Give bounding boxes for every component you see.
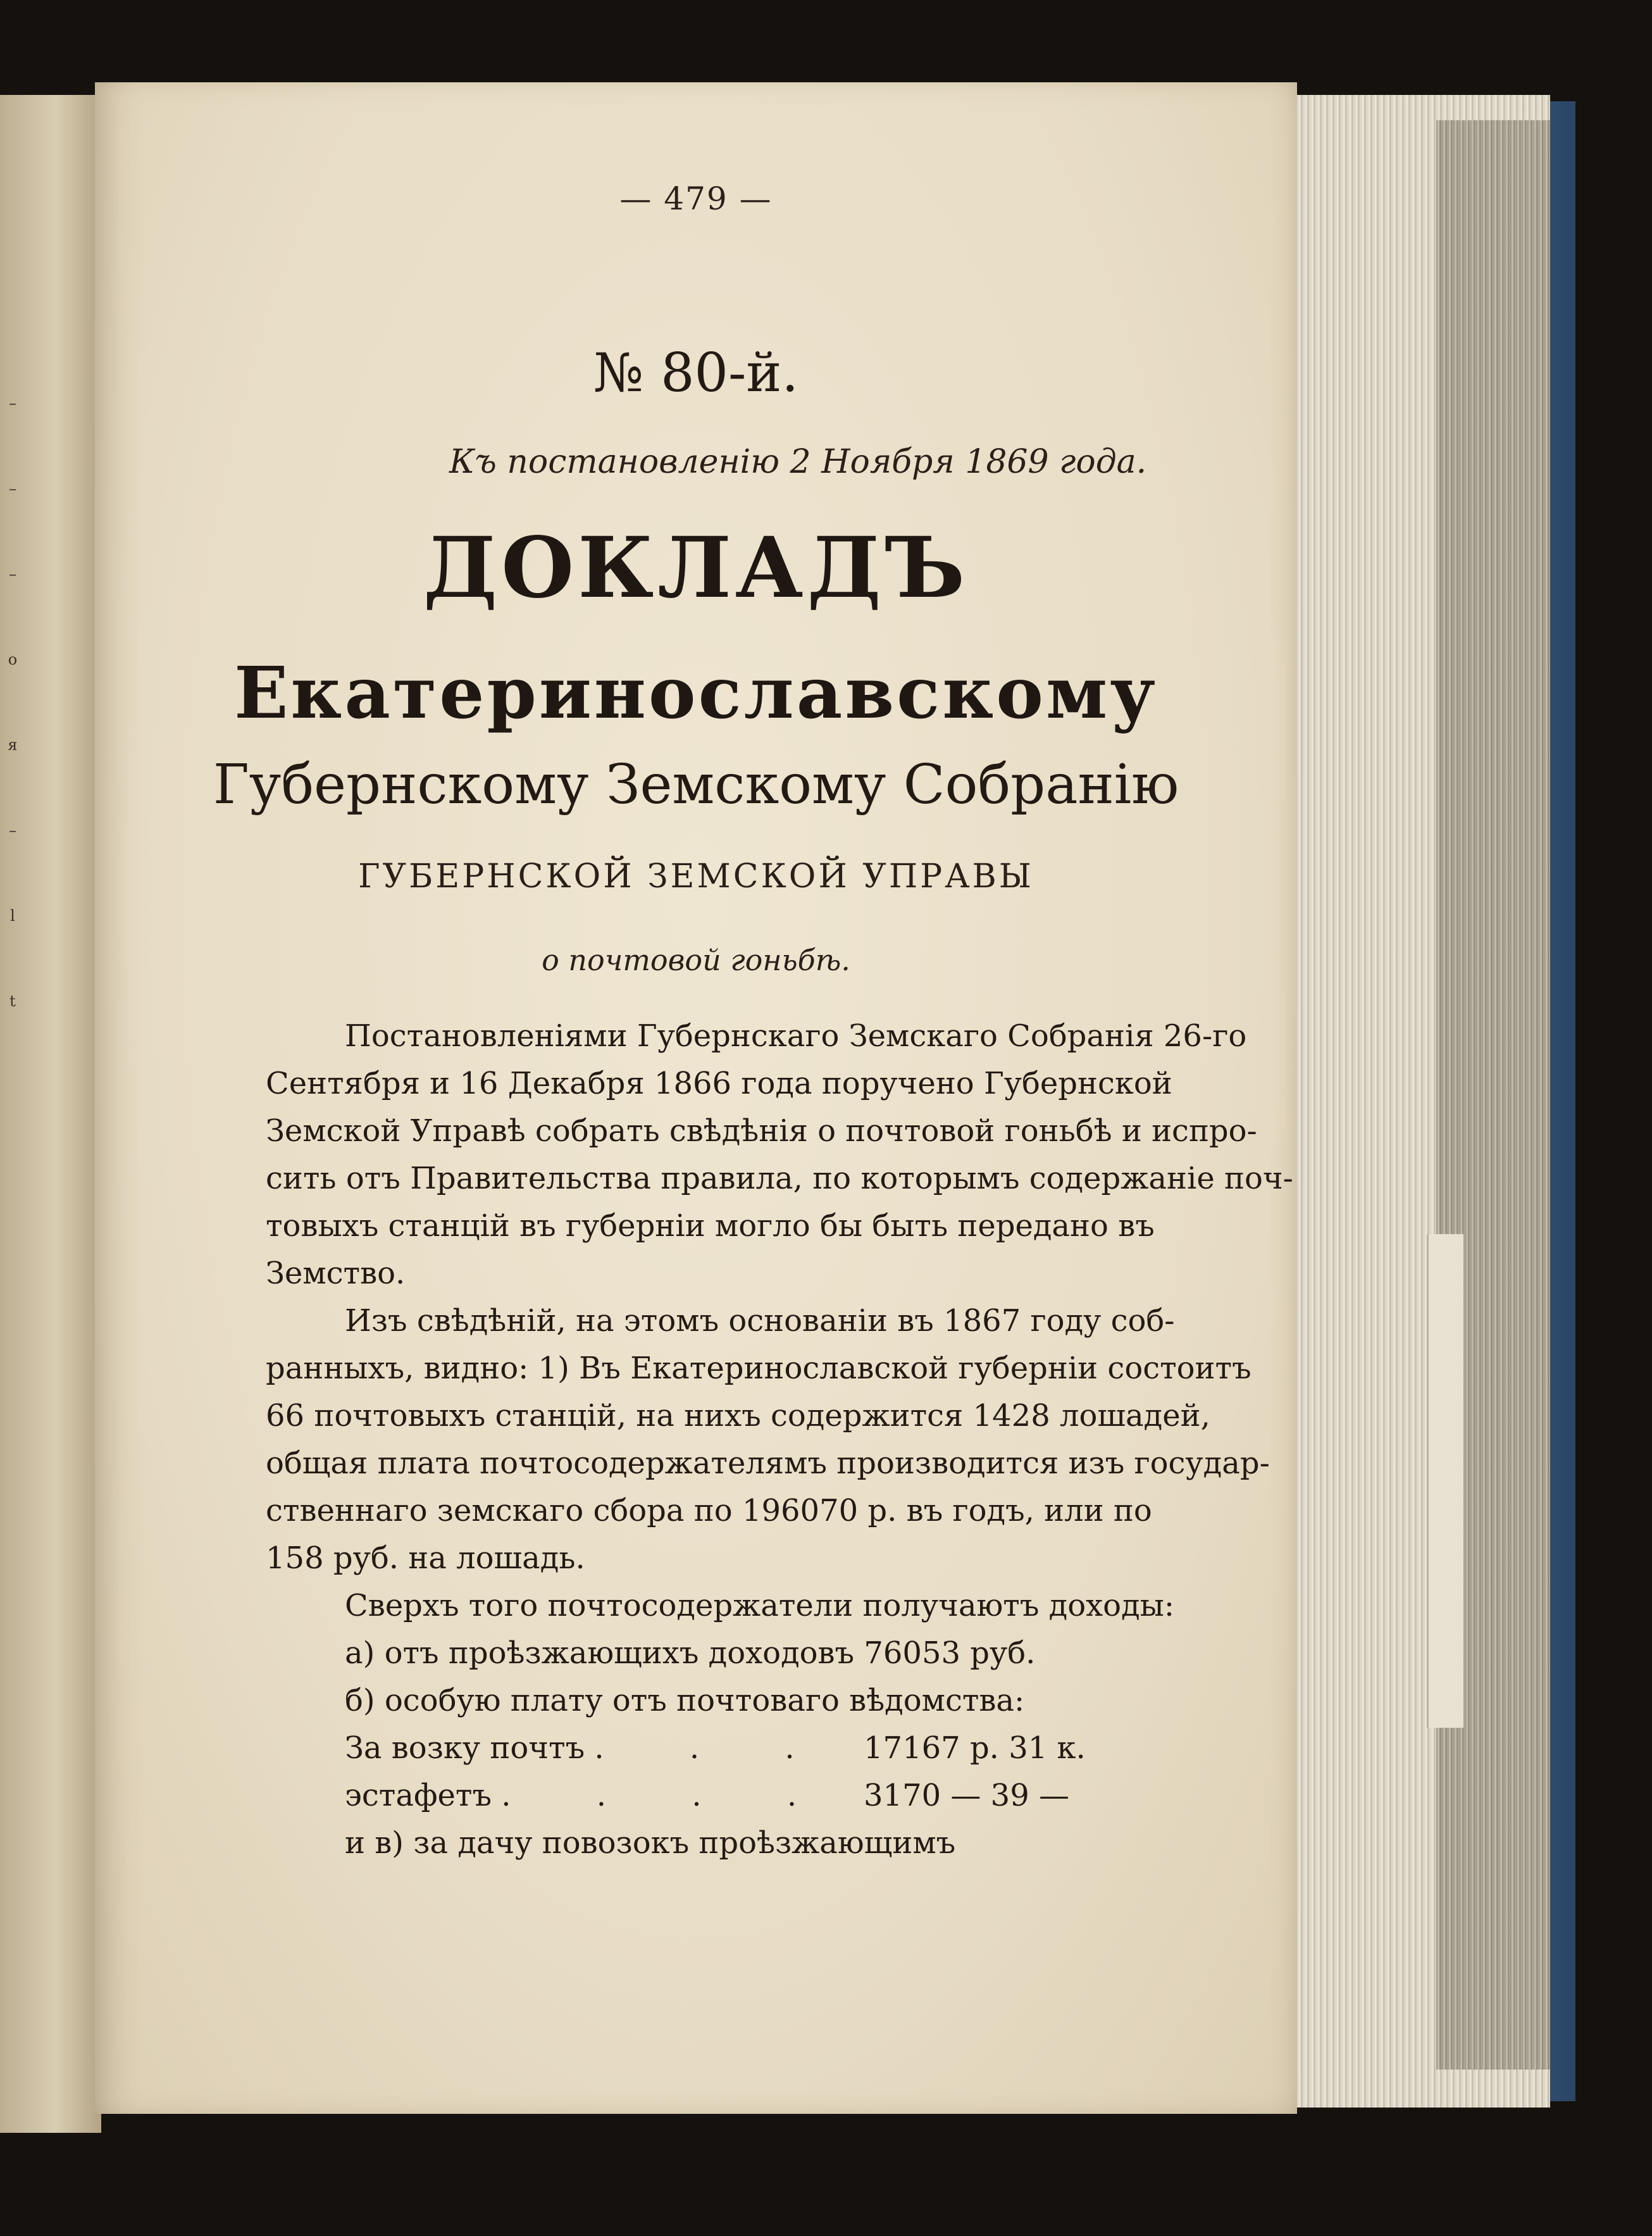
text-line: Земской Управѣ собрать свѣдѣнія о почтовой гоньбѣ и испро- [266, 1113, 1257, 1149]
text-line: сить отъ Правительства правила, по которымъ содержаніе поч- [266, 1161, 1293, 1196]
previous-page-edge [0, 95, 101, 2133]
addressee-line-1: Екатеринославскому [234, 652, 1158, 735]
text-line: и в) за дачу повозокъ проѣзжающимъ [345, 1825, 956, 1861]
document-page [95, 82, 1297, 2114]
text-line: Сентября и 16 Декабря 1866 года поручено Губернской [266, 1066, 1172, 1101]
text-line: Постановленіями Губернскаго Земскаго Собранія 26-го [345, 1018, 1247, 1054]
text-line: а) отъ проѣзжающихъ доходовъ 76053 руб. [345, 1635, 1036, 1671]
author-line: ГУБЕРНСКОЙ ЗЕМСКОЙ УПРАВЫ [358, 858, 1034, 896]
payment-row-mail [266, 1725, 1259, 1772]
payment-amount: 17167 р. 31 к. [864, 1730, 1086, 1766]
text-line: 66 почтовыхъ станцій, на нихъ содержится 1428 лошадей, [266, 1398, 1210, 1433]
body-text [266, 1013, 1293, 1867]
text-line: ственнаго земскаго сбора по 196070 р. въ годъ, или по [266, 1493, 1152, 1528]
payment-row-estafette [266, 1772, 1259, 1820]
text-line: Сверхъ того почтосодержатели получаютъ доходы: [345, 1588, 1174, 1623]
text-line: ранныхъ, видно: 1) Въ Екатеринославской губерніи состоитъ [266, 1351, 1251, 1386]
bookmark-tab [1427, 1234, 1463, 1728]
text-line: Изъ свѣдѣній, на этомъ основаніи въ 1867 году соб- [345, 1303, 1175, 1339]
addressee-line-2: Губернскому Земскому Собранію [213, 753, 1179, 816]
previous-page-marks: – – – о я – l t [8, 394, 18, 1010]
payment-amount: 3170 — 39 — [864, 1778, 1070, 1813]
text-line: Земство. [266, 1256, 406, 1291]
text-line: товыхъ станцій въ губерніи могло бы быть передано въ [266, 1208, 1155, 1244]
text-line: общая плата почтосодержателямъ производится изъ государ- [266, 1446, 1270, 1481]
payment-label: За возку почтъ . . . [345, 1730, 833, 1766]
document-number: № 80-й. [593, 342, 799, 404]
page-edges-shadow [1436, 120, 1550, 2070]
document-subject: о почтовой гоньбѣ. [542, 943, 850, 977]
text-line: б) особую плату отъ почтоваго вѣдомства: [345, 1683, 1025, 1718]
page-number: — 479 — [619, 180, 773, 217]
decree-reference: Къ постановленію 2 Ноября 1869 года. [449, 443, 1147, 481]
document-title: ДОКЛАДЪ [423, 519, 969, 617]
text-line: 158 руб. на лошадь. [266, 1540, 585, 1576]
payment-label: эстафетъ . . . . [345, 1778, 835, 1813]
